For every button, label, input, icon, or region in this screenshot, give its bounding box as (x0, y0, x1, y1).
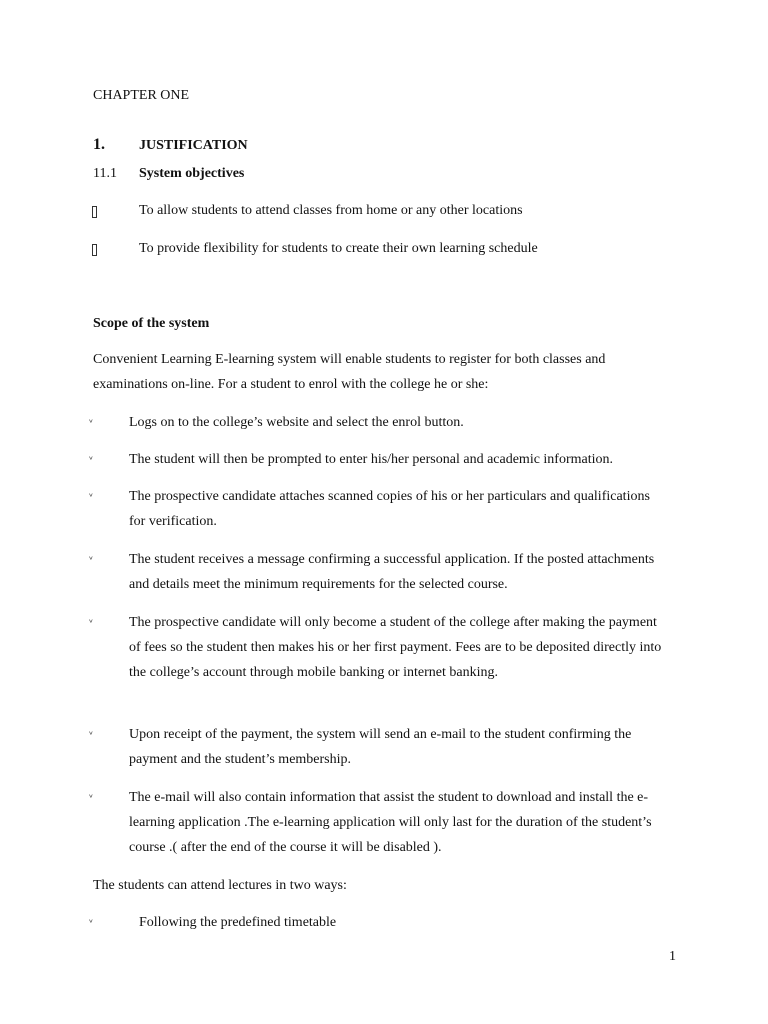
subsection-number: 11.1 (93, 166, 117, 181)
bullet-tick-icon: ᵛ (89, 918, 94, 929)
lecture-way-item: Following the predefined timetable (139, 915, 337, 930)
section-title: JUSTIFICATION (139, 138, 248, 153)
lectures-intro: The students can attend lectures in two ways: (93, 878, 347, 893)
chapter-title: CHAPTER ONE (93, 88, 190, 103)
bullet-tick-icon: ᵛ (89, 555, 94, 566)
bullet-tick-icon: ᵛ (89, 455, 94, 466)
step-item: The prospective candidate attaches scanned copies of his or her particulars and qualifications for verification. (129, 489, 650, 529)
scope-heading: Scope of the system (93, 316, 210, 331)
objective-item: To provide flexibility for students to create their own learning schedule (139, 241, 538, 256)
bullet-box-icon (92, 206, 97, 223)
scope-intro: Convenient Learning E-learning system will enable students to register for both classes and examinations on-line. For a student to enrol with the college he or she: (93, 352, 606, 392)
step-item: The student receives a message confirming a successful application. If the posted attachments and details meet the minimum requirements for the selected course. (129, 552, 655, 592)
step-item: The student will then be prompted to enter his/her personal and academic information. (129, 452, 614, 467)
bullet-tick-icon: ᵛ (89, 793, 94, 804)
page-number: 1 (669, 949, 676, 964)
step-item: Upon receipt of the payment, the system will send an e-mail to the student confirming the payment and the student’s membership. (129, 727, 632, 767)
bullet-box-icon (92, 244, 97, 261)
step-item: The e-mail will also contain information that assist the student to download and install the e-learning application .The e-learning application will only last for the duration of the student’s course .( after the end of the course it will be disabled ). (129, 790, 652, 855)
objective-item: To allow students to attend classes from home or any other locations (139, 203, 523, 218)
section-number: 1. (93, 136, 105, 153)
step-item: Logs on to the college’s website and select the enrol button. (129, 415, 464, 430)
subsection-title: System objectives (139, 166, 245, 181)
bullet-tick-icon: ᵛ (89, 730, 94, 741)
bullet-tick-icon: ᵛ (89, 492, 94, 503)
step-item: The prospective candidate will only become a student of the college after making the payment of fees so the student then makes his or her first payment. Fees are to be deposited directly into the college’s account through mobile banking or internet banking. (129, 615, 662, 680)
bullet-tick-icon: ᵛ (89, 618, 94, 629)
bullet-tick-icon: ᵛ (89, 418, 94, 429)
